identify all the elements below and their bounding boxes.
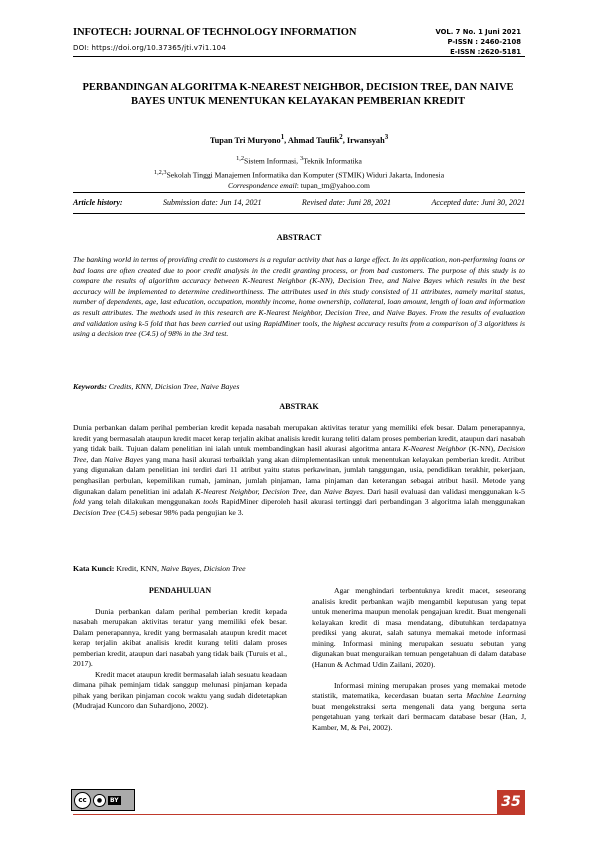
eissn-label: E-ISSN :2620-5181 [450,48,521,56]
footer-divider [73,814,525,815]
pissn-label: P-ISSN : 2460-2108 [447,38,521,46]
affiliation-block [73,153,525,191]
body-paragraph: Agar menghindari terbentuknya kredit macet, seseorang analisis kredit perbankan wajib mengambil keputusan yang tepat untuk menerima maupun menolak pengajuan kredit. Buat mengenali kelayakan kredit di masa mendatang, dibutuhkan terdapatnya prediksi yang akurat, salah satunya memakai metode informasi mining. Informasi mining merupakan sesuatu sebutan yang digunakan buat menguraikan temuan pengetahuan di dalam database (Hanun & Achmad Udin Zailani, 2020). [312,586,526,669]
body-paragraph: Dunia perbankan dalam perihal pemberian kredit kepada nasabah merupakan aktivitas teratur yang memiliki efek besar. Dalam penerapannya, kredit yang bermasalah ataupun kredit macet kerap terjalin akibat analisis kredit kurang teliti dalam proses pemberian kredit, ataupun dari nasabah yang tidak baik (Turuis et al., 2017). [73,606,287,668]
author-name: Ahmad Taufik [287,135,340,145]
abstract-text: The banking world in terms of providing credit to customers is a regular activity that has a large effect. In its application, non-performing loans or bad loans are often created due to poor credit analysis in the credit granting process, or from bad customers. The purpose of this study is to compare the results of algorithm accuracy between K-Nearest Neighbor (K-NN), Decision Tree, and Naive Bayes which results in the best accuracy will be implemented to determine creditworthiness. The attributes used in this study consisted of 11 attributes, namely marital status, number of dependents, age, last education, occupation, monthly income, home ownership, collateral, loan amount, length of loan and information as result attributes. The methods used in this research are K-Nearest Neighbor, Decision Tree, and Naive Bayes. From the results of evaluation and validation using k-5 fold that has been carried out using RapidMiner tools, the highest accuracy results from a comparison of 3 algorithms is using a decision tree (C4.5) of 98% in the 3rd test. [73,255,525,339]
body-right-column [312,586,526,733]
author-name: Tupan Tri Muryono [209,135,281,145]
journal-title: INFOTECH: JOURNAL OF TECHNOLOGY INFORMATION [73,27,357,38]
correspondence-email: Correspondence email: tupan_tm@yahoo.com [228,181,370,191]
kata-kunci-line: Kata Kunci: Kredit, KNN, Naive Bayes, Dicision Tree [73,564,246,573]
body-left-column [73,586,287,712]
abstrak-text: Dunia perbankan dalam perihal pemberian kredit kepada nasabah merupakan aktivitas teratur yang memiliki efek besar. Dalam penerapannya, kredit yang bermasalah ataupun kredit macet kerap terjalin akibat analisis kredit kurang teliti dalam proses pemberian kredit, ataupun dari nasabah yang tidak baik. Tujuan dalam penelitian ini ialah untuk membandingkan hasil akurasi algoritma antara K-Nearest Neighbor (K-NN), Decision Tree, dan Naive Bayes yang mana hasil akurasi terbaiklah yang akan diimplementasikan untuk menentukan kelayakan pemberian kredit. Atribut yang digunakan dalam penelitian ini terdiri dari 11 atribut yaitu status perkawinan, jumlah tanggungan, usia, pendidikan terakhir, pekerjaan, penghasilan perbulan, kepemilikan rumah, jaminan, jumlah pinjaman, lama pinjaman dan keterangan sebagai atribut hasil. Metode yang digunakan dalam penelitian ini adalah K-Nearest Neighbor, Decision Tree, dan Naive Bayes. Dari hasil evaluasi dan validasi menggunakan k-5 fold yang telah dilakukan menggunakan tools RapidMiner diperoleh hasil akurasi tertinggi dari perbandingan 3 algoritma ialah menggunakan Decision Tree (C4.5) sebesar 98% pada pengujian ke 3. [73,423,525,517]
history-top-rule [73,192,525,193]
doi-link[interactable]: DOI: https://doi.org/10.37365/jti.v7i1.104 [73,44,226,52]
page-number: 35 [497,790,525,814]
abstract-heading: ABSTRACT [276,233,322,242]
revised-date: Revised date: Juni 28, 2021 [301,198,391,207]
cc-icon: cc [74,792,91,809]
accepted-date: Accepted date: Juni 30, 2021 [431,198,525,207]
history-label: Article history: [73,198,123,207]
keywords-label: Keywords: [73,382,107,391]
author-affiliation-mark: 3 [384,134,389,141]
paper-title: PERBANDINGAN ALGORITMA K-NEAREST NEIGHBOR, DECISION TREE, DAN NAIVE BAYES UNTUK MENENTUKAN KELAYAKAN PEMBERIAN KREDIT [82,82,514,107]
history-bottom-rule [73,213,525,214]
submission-date: Submission date: Jun 14, 2021 [163,198,262,207]
article-history [73,198,525,207]
by-person-icon: ● [93,794,106,807]
body-paragraph: Informasi mining merupakan proses yang memakai metode statistik, matematika, kecerdasan buatan serta Machine Learning buat mengekstraksi serta mengenali data yang berguna serta pengetahuan yang terkait dari bermacam database besar (Han, J, Kamber, M, & Pei, 2002). [312,680,526,732]
header-divider [73,56,525,57]
author-list: Tupan Tri Muryono$^1$, Ahmad Taufik$^2$, Irwansyah$^3$ [209,134,389,145]
keywords-values: Credits, KNN, Dicision Tree, Naive Bayes [106,382,240,391]
keywords-line [73,382,525,391]
author-name: Irwansyah [346,135,385,145]
abstrak-heading: ABSTRAK [279,402,319,411]
body-paragraph: Kredit macet ataupun kredit bermasalah ialah sesuatu keadaan dimana pihak peminjam tidak sanggup melunasi pinjaman kepada pihak yang berikan pinjaman cocok waktu yang sudah didetetapkan (Mudrajad Kuncoro dan Suhardjono, 2002). [73,669,287,710]
affiliation-institution: $^{1,2,3}$Sekolah Tinggi Manajemen Informatika dan Komputer (STMIK) Widuri Jakarta, Indonesia [153,168,445,180]
affiliation-department: $^{1,2}$Sistem Informasi, $^3$Teknik Informatika [236,155,362,166]
author-affiliation-mark: 1 [280,134,285,141]
journal-issn-block [435,27,521,57]
creative-commons-license-badge[interactable] [71,789,135,811]
section-heading: PENDAHULUAN [148,586,212,595]
author-affiliation-mark: 2 [339,134,343,141]
volume-label: VOL. 7 No. 1 Juni 2021 [435,28,521,36]
by-label: BY [110,796,119,804]
kata-kunci-label: Kata Kunci: [73,564,115,573]
